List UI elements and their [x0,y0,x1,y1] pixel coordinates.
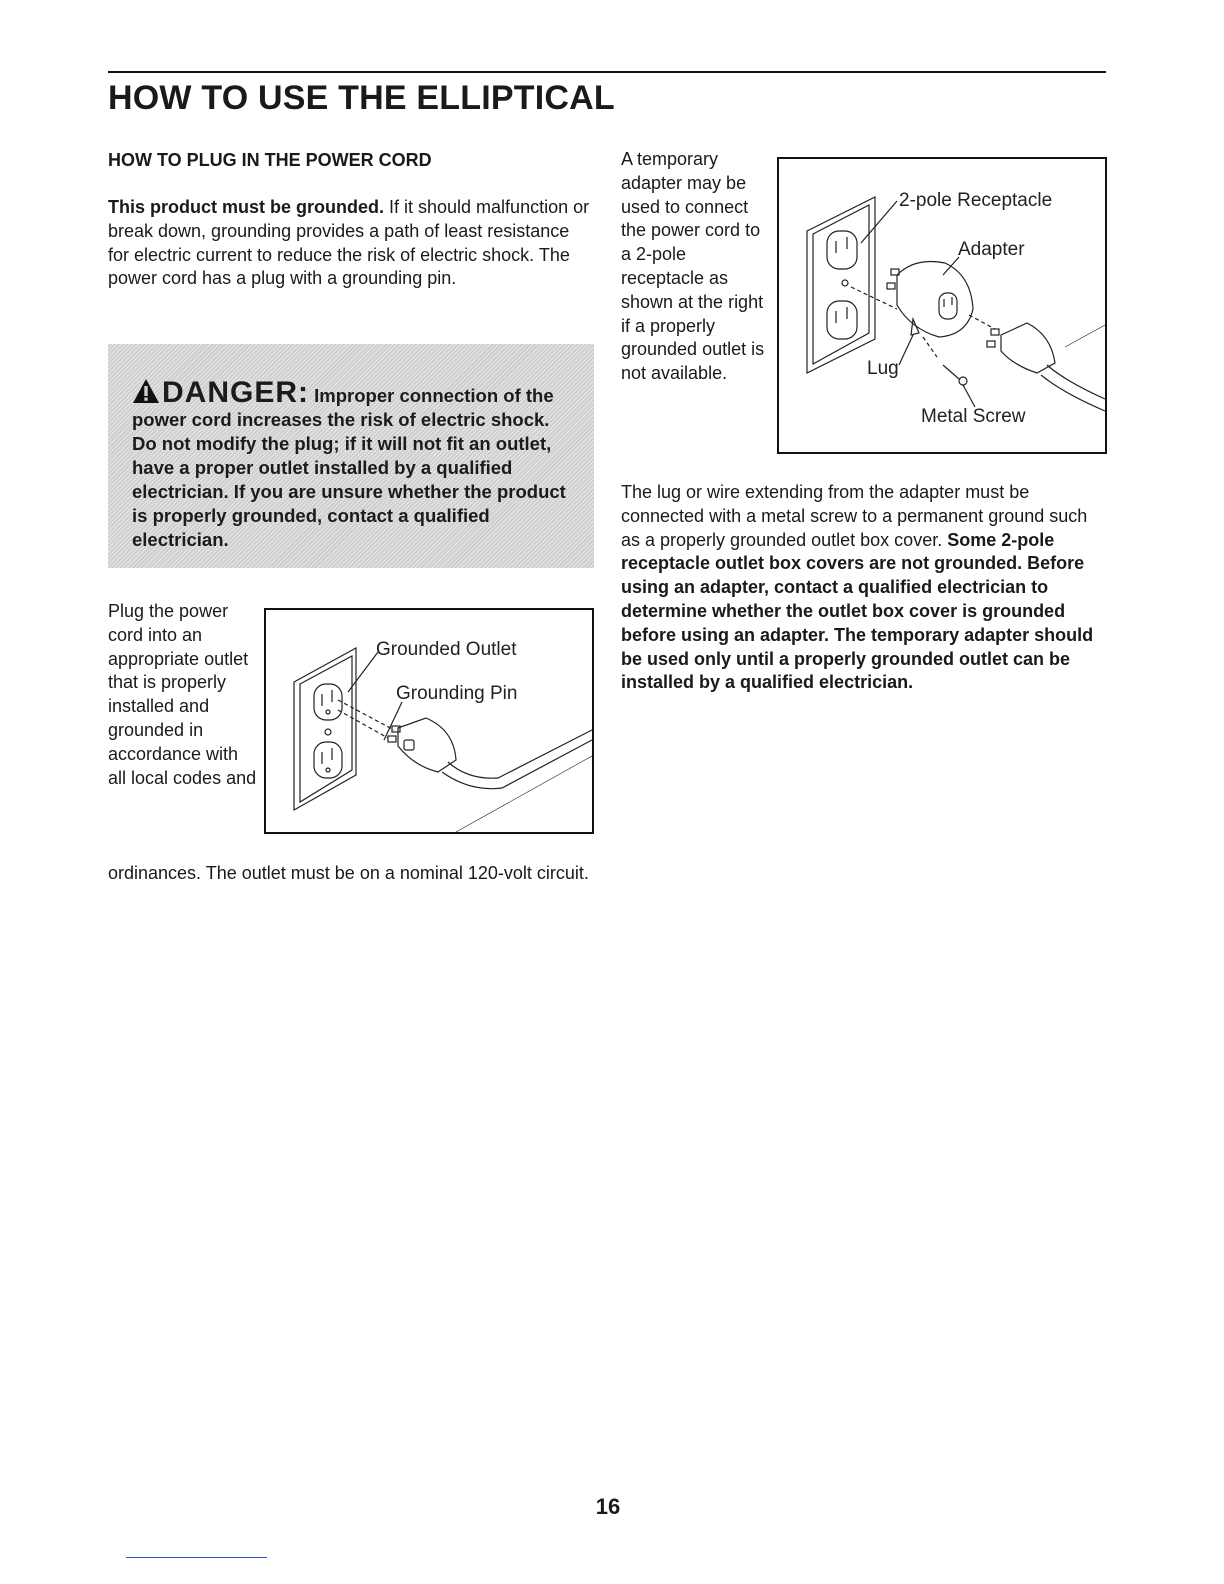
adapter-figure [777,157,1107,454]
label-grounded-outlet: Grounded Outlet [376,639,517,660]
grounded-outlet-figure [264,608,594,834]
intro-paragraph [108,196,594,291]
plug-paragraph: Plug the power cord into an appropriate outlet that is properly installed and grounded in accordance with all local codes and [108,601,257,788]
page-number: 16 [595,1494,621,1519]
danger-heading [132,376,309,409]
lug-paragraph [621,481,1111,695]
intro-bold-text: This product must be grounded. [108,197,384,217]
label-grounding-pin: Grounding Pin [396,683,518,704]
danger-text: Improper connection of the power cord increases the risk of electric shock. Do not modify the plug; if it will not fit an outlet, have a proper outlet installed by a qualified electrician. If you are unsure whether the product is properly grounded, contact a qualified electrician. [132,385,566,550]
top-rule [108,71,1106,73]
danger-box [108,344,594,568]
footer-line [126,1557,267,1558]
danger-word: DANGER: [162,376,309,409]
page-title: HOW TO USE THE ELLIPTICAL [108,79,615,117]
label-metal-screw: Metal Screw [921,406,1026,427]
danger-body [132,378,576,552]
intro-text: If it should malfunction or break down, grounding provides a path of least resistance for electric current to reduce the risk of electric shock. The power cord has a plug with a grounding pin. [108,197,590,289]
lug-bold-text: Some 2-pole receptacle outlet box covers are not grounded. Before using an adapter, contact a qualified electrician to determine whether the outlet box cover is grounded before using an adapter. The temporary adapter should be used only until a properly grounded outlet can be installed by a qualified electrician. [621,529,1094,693]
section-heading: HOW TO PLUG IN THE POWER CORD [108,150,432,170]
label-adapter: Adapter [958,239,1025,260]
label-2-pole-receptacle: 2-pole Receptacle [899,190,1053,211]
adapter-paragraph: A temporary adapter may be used to connect the power cord to a 2-pole receptacle as shown at the right if a properly grounded outlet is not available. [621,149,765,384]
warning-triangle-icon [132,378,160,404]
label-lug: Lug [867,358,899,379]
lug-text: The lug or wire extending from the adapter must be connected with a metal screw to a permanent ground such as a properly grounded outlet box cover. [621,482,1088,550]
plug-paragraph-tail: ordinances. The outlet must be on a nominal 120-volt circuit. [108,863,589,883]
